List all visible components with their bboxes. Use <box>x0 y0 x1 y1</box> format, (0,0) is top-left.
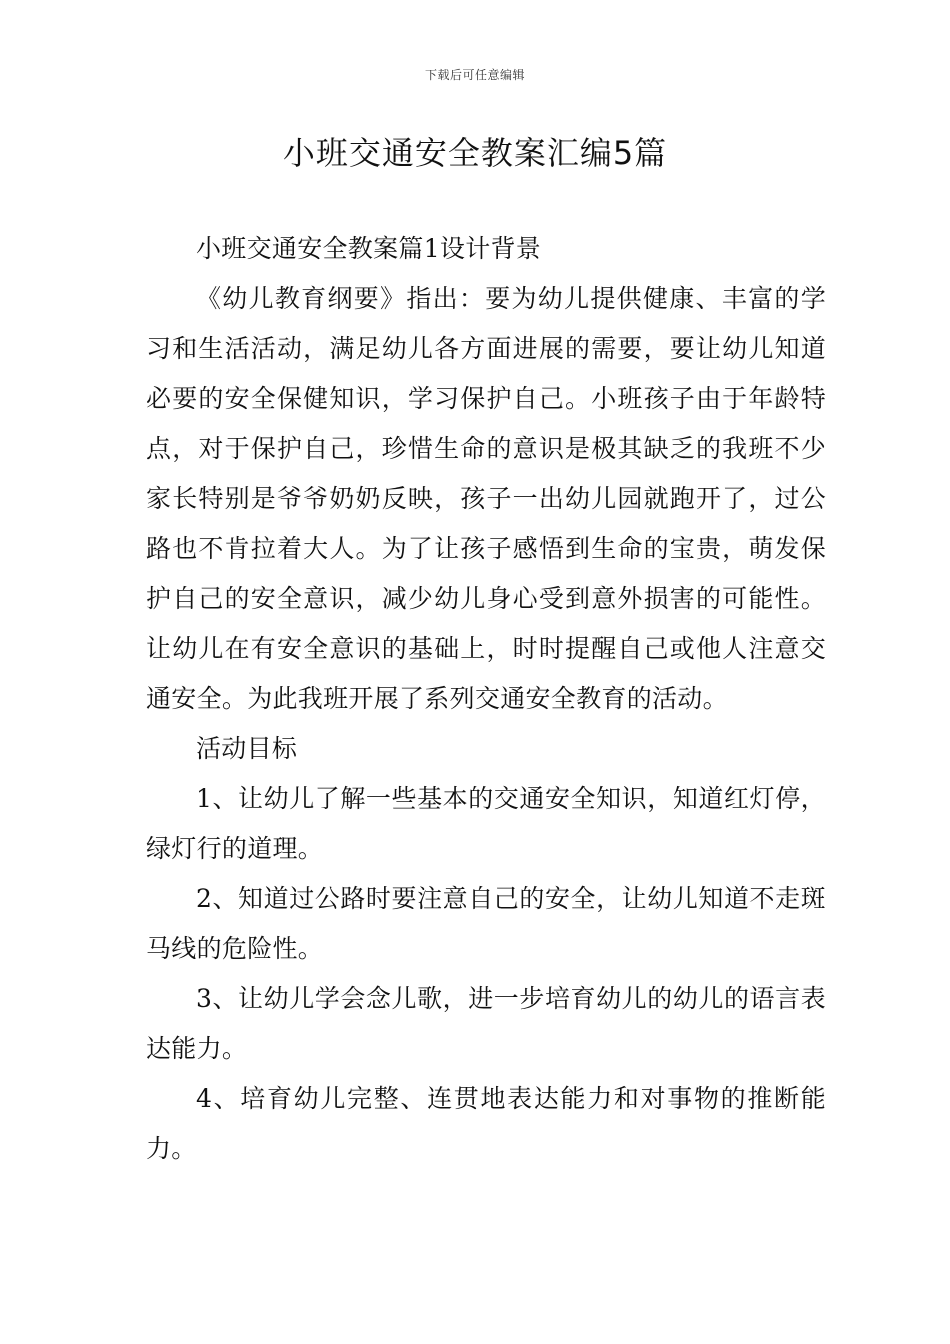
document-body <box>146 224 826 1174</box>
goal-item-4: 4、培育幼儿完整、连贯地表达能力和对事物的推断能力。 <box>146 1084 826 1163</box>
goal-item-2: 2、知道过公路时要注意自己的安全，让幼儿知道不走斑马线的危险性。 <box>146 884 826 963</box>
background-paragraph: 《幼儿教育纲要》指出：要为幼儿提供健康、丰富的学习和生活活动，满足幼儿各方面进展的需要，要让幼儿知道必要的安全保健知识，学习保护自己。小班孩子由于年龄特点，对于保护自己，珍惜生命的意识是极其缺乏的我班不少家长特别是爷爷奶奶反映，孩子一出幼儿园就跑开了，过公路也不肯拉着大人。为了让孩子感悟到生命的宝贵，萌发保护自己的安全意识，减少幼儿身心受到意外损害的可能性。让幼儿在有安全意识的基础上，时时提醒自己或他人注意交通安全。为此我班开展了系列交通安全教育的活动。 <box>146 284 826 713</box>
header-note: 下载后可任意编辑 <box>424 68 525 82</box>
page-title: 小班交通安全教案汇编5篇 <box>282 134 668 172</box>
section-heading: 小班交通安全教案篇1设计背景 <box>196 234 542 263</box>
goal-item-3: 3、让幼儿学会念儿歌，进一步培育幼儿的幼儿的语言表达能力。 <box>146 984 826 1063</box>
goal-item-1: 1、让幼儿了解一些基本的交通安全知识，知道红灯停，绿灯行的道理。 <box>146 784 826 863</box>
goals-heading: 活动目标 <box>196 734 298 763</box>
